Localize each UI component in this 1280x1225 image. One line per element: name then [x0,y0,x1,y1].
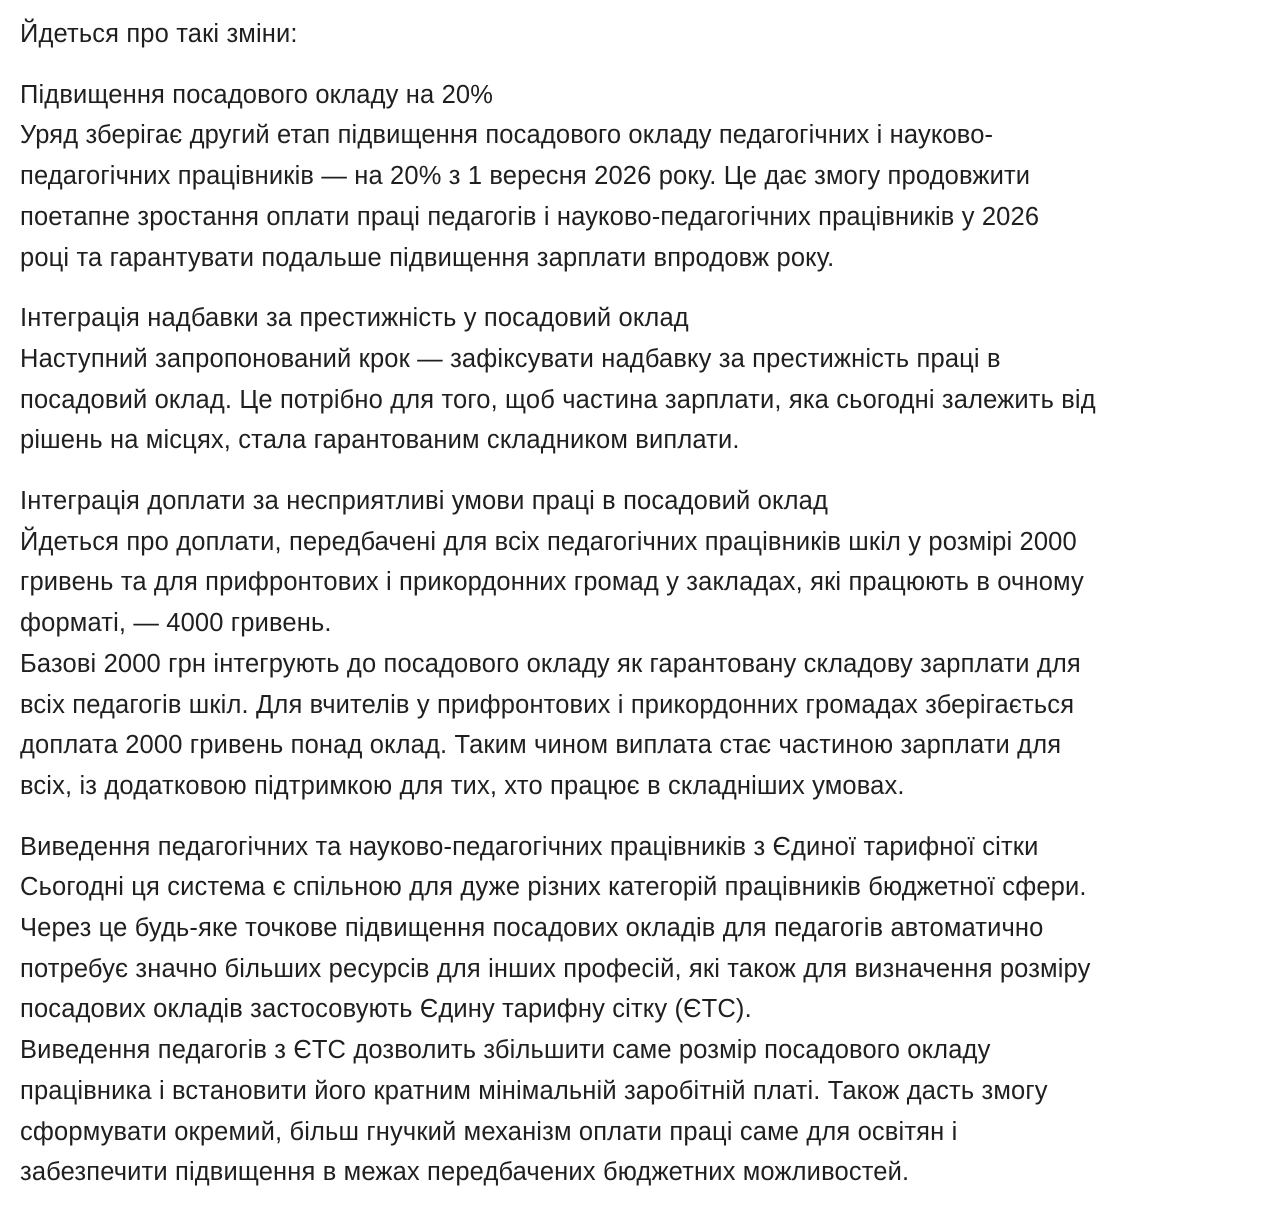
section-salary-increase [20,75,1262,279]
text-line: Сьогодні ця система є спільною для дуже різних категорій працівників бюджетної сфери. [20,873,1087,902]
text-line: Виведення педагогів з ЄТС дозволить збільшити саме розмір посадового окладу [20,1036,991,1065]
section-adverse-conditions [20,481,1262,807]
text-line: Наступний запропонований крок — зафіксувати надбавку за престижність праці в [20,344,1001,373]
text-line: гривень та для прифронтових і прикордонних громад у закладах, які працюють в очному [20,568,1084,597]
section-title: Виведення педагогічних та науково-педагогічних працівників з Єдиної тарифної сітки [20,832,1039,861]
text-line: році та гарантувати подальше підвищення зарплати впродовж року. [20,243,835,272]
section-title: Інтеграція доплати за несприятливі умови праці в посадовий оклад [20,487,828,516]
text-line: працівника і встановити його кратним мінімальній заробітній платі. Також дасть змогу [20,1076,1048,1105]
section-title: Підвищення посадового окладу на 20% [20,80,494,109]
text-line: всіх, із додатковою підтримкою для тих, хто працює в складніших умовах. [20,771,905,800]
text-line: посадових окладів застосовують Єдину тарифну сітку (ЄТС). [20,995,752,1024]
text-line: сформувати окремий, більш гнучкий механізм оплати праці саме для освітян і [20,1117,958,1146]
text-line: забезпечити підвищення в межах передбачених бюджетних можливостей. [20,1158,910,1187]
section-title: Інтеграція надбавки за престижність у посадовий оклад [20,304,689,333]
text-line: Базові 2000 грн інтегрують до посадового окладу як гарантовану складову зарплати для [20,649,1081,678]
text-line: потребує значно більших ресурсів для інших професій, які також для визначення розміру [20,954,1091,983]
text-line: всіх педагогів шкіл. Для вчителів у прифронтових і прикордонних громадах зберігається [20,690,1075,719]
text-line: доплата 2000 гривень понад оклад. Таким чином виплата стає частиною зарплати для [20,731,1062,760]
section-tariff-grid [20,827,1262,1193]
text-line: посадовий оклад. Це потрібно для того, щоб частина зарплати, яка сьогодні залежить від [20,385,1096,414]
text-line: форматі, — 4000 гривень. [20,609,332,638]
section-prestige-bonus [20,298,1262,461]
text-line: Через це будь-яке точкове підвищення посадових окладів для педагогів автоматично [20,914,1044,943]
intro-paragraph [20,14,1262,55]
text-line: педагогічних працівників — на 20% з 1 вересня 2026 року. Це дає змогу продовжити [20,162,1031,191]
text-line: рішень на місцях, стала гарантованим складником виплати. [20,426,740,455]
text-line: поетапне зростання оплати праці педагогів і науково-педагогічних працівників у 2026 [20,202,1040,231]
text-line: Йдеться про доплати, передбачені для всіх педагогічних працівників шкіл у розмірі 2000 [20,527,1077,556]
text-line: Уряд зберігає другий етап підвищення посадового окладу педагогічних і науково- [20,121,994,150]
intro-line: Йдеться про такі зміни: [20,20,298,48]
